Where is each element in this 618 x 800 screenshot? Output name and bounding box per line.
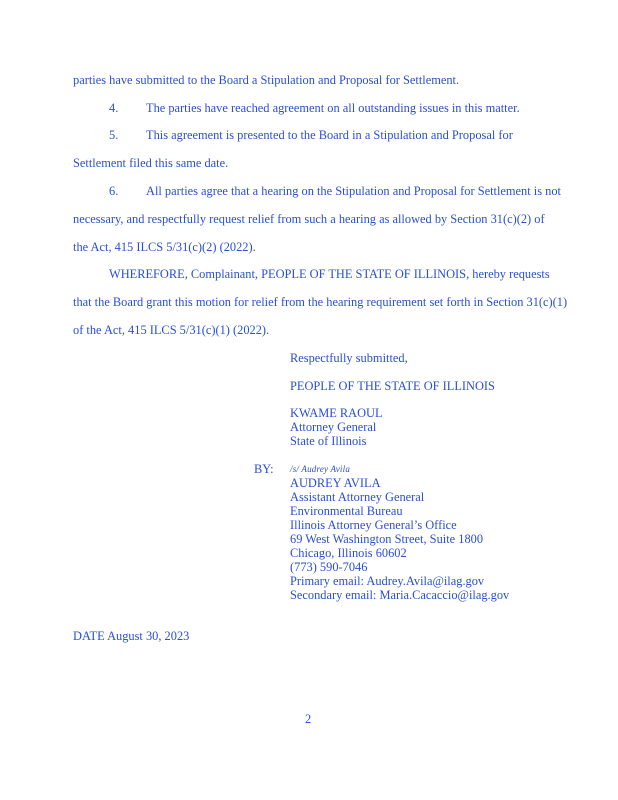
paragraph-6-line-2: necessary, and respectfully request relief from such a hearing as allowed by Section 31(c)(2) of xyxy=(73,212,545,226)
signer-city: Chicago, Illinois 60602 xyxy=(290,546,407,560)
paragraph-6-number: 6. xyxy=(109,184,119,198)
party-name: PEOPLE OF THE STATE OF ILLINOIS xyxy=(290,379,495,393)
attorney-general-name: KWAME RAOUL xyxy=(290,406,383,420)
paragraph-6-line-3: the Act, 415 ILCS 5/31(c)(2) (2022). xyxy=(73,240,256,254)
paragraph-4-text: The parties have reached agreement on all outstanding issues in this matter. xyxy=(146,101,520,115)
paragraph-5-line-2: Settlement filed this same date. xyxy=(73,156,229,170)
page-number: 2 xyxy=(305,712,312,726)
date-line: DATE August 30, 2023 xyxy=(73,629,190,643)
paragraph-5-number: 5. xyxy=(109,128,119,142)
by-label: BY: xyxy=(254,462,274,476)
wherefore-line-3: of the Act, 415 ILCS 5/31(c)(1) (2022). xyxy=(73,323,270,337)
paragraph-5-line-1: This agreement is presented to the Board in a Stipulation and Proposal for xyxy=(146,128,513,142)
signer-office: Illinois Attorney General’s Office xyxy=(290,518,457,532)
signer-title: Assistant Attorney General xyxy=(290,490,425,504)
attorney-general-title: Attorney General xyxy=(290,420,377,434)
signer-name: AUDREY AVILA xyxy=(290,476,381,490)
signer-phone: (773) 590-7046 xyxy=(290,560,368,574)
closing-text: Respectfully submitted, xyxy=(290,351,408,365)
body-line-1: parties have submitted to the Board a Stipulation and Proposal for Settlement. xyxy=(73,73,460,87)
primary-email: Primary email: Audrey.Avila@ilag.gov xyxy=(290,574,485,588)
secondary-email: Secondary email: Maria.Cacaccio@ilag.gov xyxy=(290,588,510,602)
paragraph-4-number: 4. xyxy=(109,101,119,115)
wherefore-line-2: that the Board grant this motion for relief from the hearing requirement set forth in Section 31(c)(1) xyxy=(73,295,568,309)
signer-bureau: Environmental Bureau xyxy=(290,504,403,518)
paragraph-6-line-1: All parties agree that a hearing on the Stipulation and Proposal for Settlement is not xyxy=(146,184,561,198)
signer-street: 69 West Washington Street, Suite 1800 xyxy=(290,532,484,546)
wherefore-line-1: WHEREFORE, Complainant, PEOPLE OF THE STATE OF ILLINOIS, hereby requests xyxy=(109,267,550,281)
attorney-general-state: State of Illinois xyxy=(290,434,367,448)
electronic-signature: /s/ Audrey Avila xyxy=(290,464,351,474)
